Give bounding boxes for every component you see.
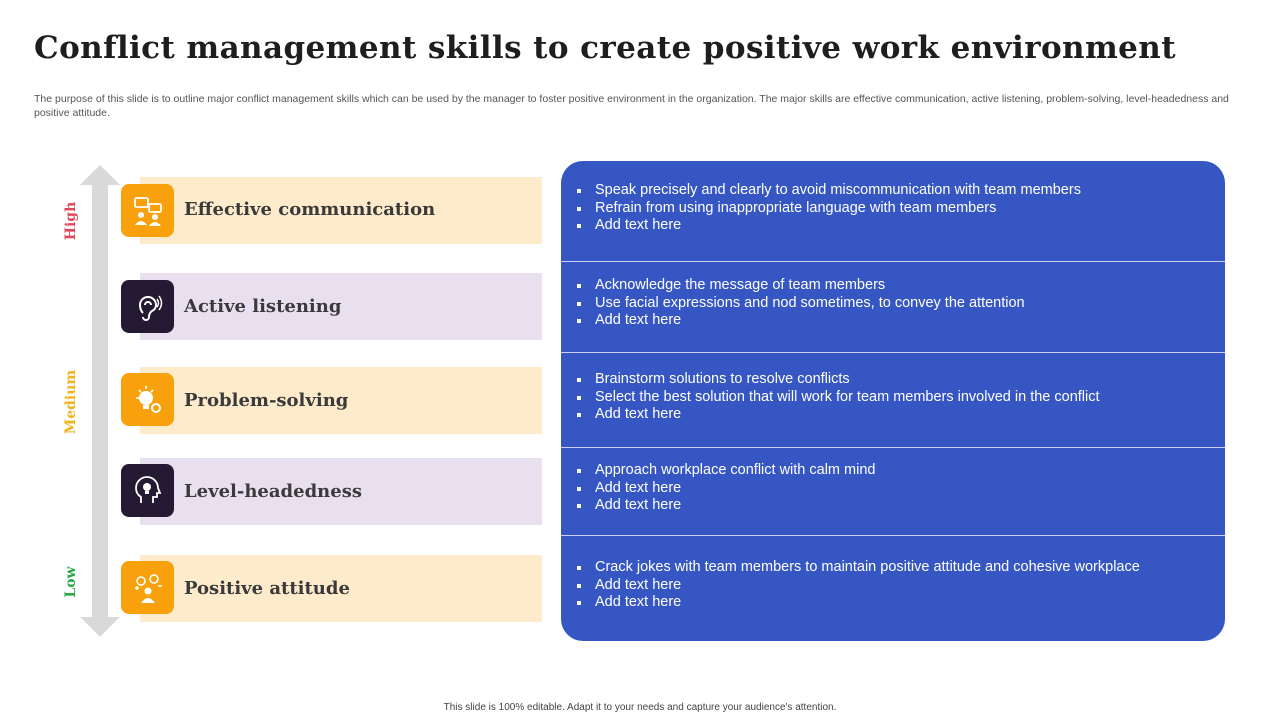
row-divider <box>561 447 1225 448</box>
head-idea-icon <box>121 464 174 517</box>
skill-label: Effective communication <box>184 199 436 220</box>
priority-axis <box>80 165 120 637</box>
skill-label: Problem-solving <box>184 390 349 411</box>
scale-medium-label: Medium <box>63 369 79 435</box>
positive-person-icon <box>121 561 174 614</box>
row-divider <box>561 535 1225 536</box>
bullet-item: Add text here <box>595 594 1225 612</box>
bullet-item: Add text here <box>595 406 1225 424</box>
bullet-item: Acknowledge the message of team members <box>595 277 1225 295</box>
slide-description: The purpose of this slide is to outline major conflict management skills which can be used by the manager to foster positive environment in the organization. The major skills are effective communication, active listening, problem-solving, level-headedness and positive attitude. <box>34 93 1229 119</box>
bullet-item: Add text here <box>595 497 1225 515</box>
skill-label: Level-headedness <box>184 481 362 502</box>
listening-ear-icon <box>121 280 174 333</box>
skill-label: Active listening <box>184 296 342 317</box>
bullet-item: Speak precisely and clearly to avoid miscommunication with team members <box>595 182 1225 200</box>
details-panel <box>561 161 1225 641</box>
details-row-problem-solving <box>561 371 1225 424</box>
bullet-item: Approach workplace conflict with calm mind <box>595 462 1225 480</box>
details-row-level-headedness <box>561 462 1225 515</box>
bullet-item: Select the best solution that will work for team members involved in the conflict <box>595 389 1225 407</box>
row-divider <box>561 261 1225 262</box>
communication-icon <box>121 184 174 237</box>
row-divider <box>561 352 1225 353</box>
bullet-item: Add text here <box>595 577 1225 595</box>
bullet-item: Add text here <box>595 312 1225 330</box>
slide-title: Conflict management skills to create positive work environment <box>34 30 1176 66</box>
slide-footer: This slide is 100% editable. Adapt it to your needs and capture your audience's attention. <box>443 702 837 713</box>
bullet-item: Refrain from using inappropriate language with team members <box>595 200 1225 218</box>
double-arrow-icon <box>80 165 120 637</box>
details-row-communication <box>561 182 1225 235</box>
skill-label: Positive attitude <box>184 578 350 599</box>
bullet-item: Use facial expressions and nod sometimes, to convey the attention <box>595 295 1225 313</box>
bullet-item: Brainstorm solutions to resolve conflicts <box>595 371 1225 389</box>
bullet-item: Crack jokes with team members to maintain positive attitude and cohesive workplace <box>595 559 1225 577</box>
bullet-item: Add text here <box>595 217 1225 235</box>
details-row-positive-attitude <box>561 559 1225 612</box>
bullet-item: Add text here <box>595 480 1225 498</box>
scale-low-label: Low <box>63 566 79 598</box>
scale-high-label: High <box>63 201 79 241</box>
details-row-listening <box>561 277 1225 330</box>
lightbulb-gear-icon <box>121 373 174 426</box>
